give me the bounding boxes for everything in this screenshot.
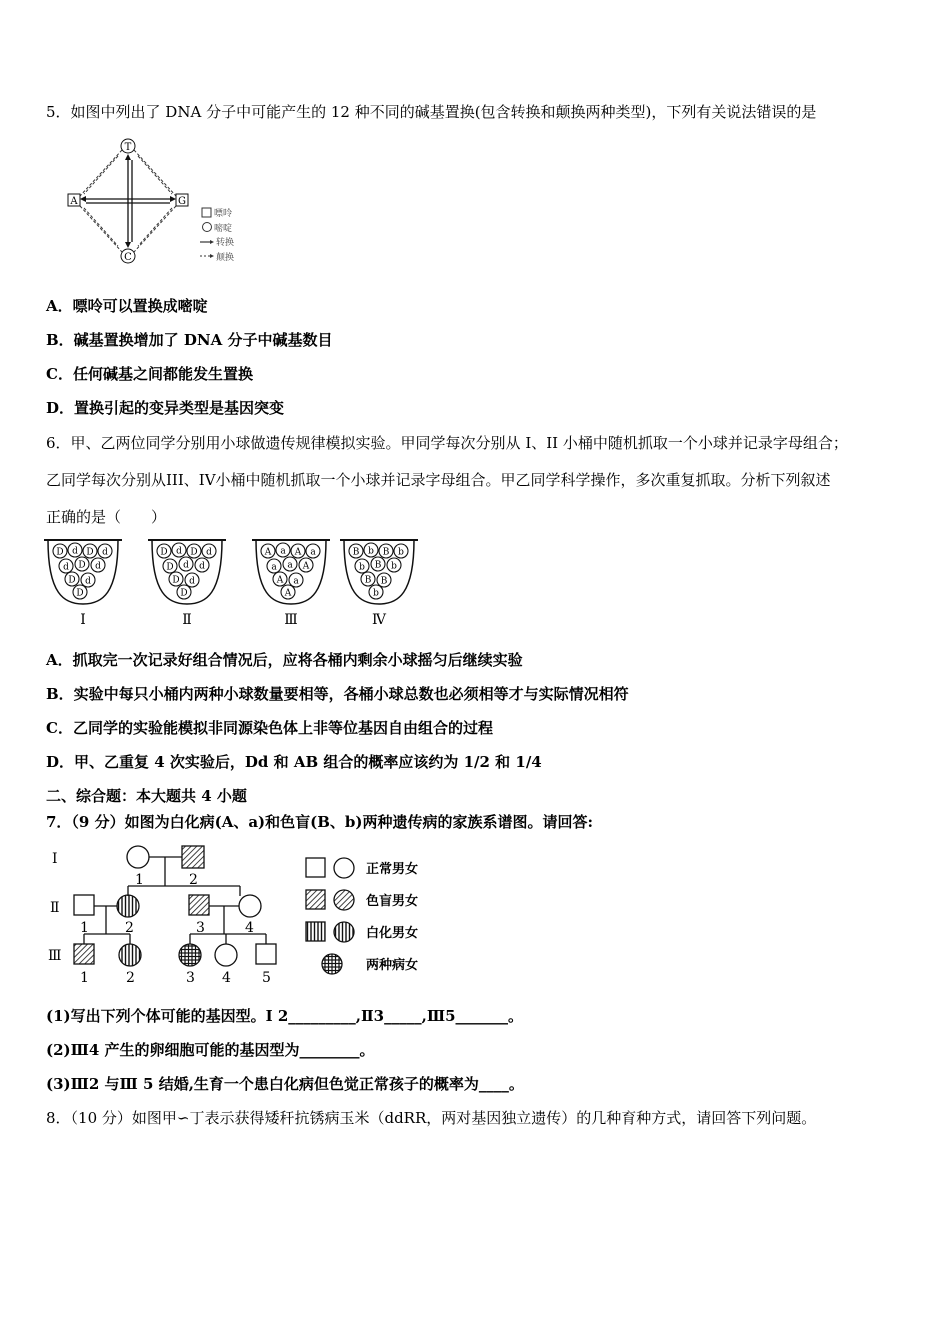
legend-colorblind: 色盲男女	[366, 894, 419, 909]
q7-stem: 7．（9 分）如图为白化病(A、a)和色盲(B、b)两种遗传病的家族系谱图。请回答:	[46, 813, 594, 831]
gen1-number-1: 1	[135, 872, 144, 888]
q6-stem-line-2: 乙同学每次分别从III、IV小桶中随机抓取一个小球并记录字母组合。甲乙同学科学操作，多次重复抓取。分析下列叙述	[46, 471, 831, 489]
base-substitution-diagram	[62, 136, 252, 268]
legend-pyrimidine-icon	[203, 223, 212, 232]
ball-label: D	[180, 588, 188, 599]
bucket-label: Ⅲ	[284, 612, 298, 628]
ball-label: a	[271, 562, 277, 573]
legend-albinism: 白化男女	[366, 926, 419, 941]
q6-option-b: B．实验中每只小桶内两种小球数量要相等，各桶小球总数也必须相等才与实际情况相符	[46, 685, 629, 703]
ball-label: D	[76, 588, 84, 599]
bucket-label: Ⅱ	[182, 612, 192, 628]
ball-label: D	[160, 547, 168, 558]
ball-label: B	[352, 547, 360, 558]
legend-both: 两种病女	[366, 958, 419, 973]
q7-question-2: (2)Ⅲ4 产生的卵细胞可能的基因型为________。	[46, 1041, 375, 1059]
legend-albinism-male-icon	[306, 922, 325, 941]
q6-option-c: C．乙同学的实验能模拟非同源染色体上非等位基因自由组合的过程	[46, 719, 493, 737]
gen3-number-2: 2	[126, 970, 135, 986]
gen3-female-4	[215, 944, 237, 966]
base-c-label: C	[124, 252, 132, 263]
bucket-label: Ⅳ	[372, 612, 386, 628]
q6-option-a: A．抓取完一次记录好组合情况后，应将各桶内剩余小球摇匀后继续实验	[46, 651, 523, 669]
ball-label: a	[287, 560, 293, 571]
ball-label: d	[206, 547, 212, 558]
bucket-3	[252, 540, 330, 628]
generation-3-label: Ⅲ	[48, 948, 62, 964]
q5-option-b: B．碱基置换增加了 DNA 分子中碱基数目	[46, 331, 333, 349]
gen2-number-3: 3	[196, 920, 205, 936]
base-a-label: A	[70, 196, 78, 207]
legend-purine-icon	[202, 208, 211, 217]
base-g-label: G	[178, 196, 186, 207]
ball-label: b	[373, 588, 379, 599]
gen3-female-2	[119, 944, 141, 966]
legend-purine: 嘌呤	[214, 209, 233, 219]
q5-option-d: D．置换引起的变异类型是基因突变	[46, 399, 285, 417]
gen1-female-1	[127, 846, 149, 868]
ball-label: d	[199, 561, 205, 572]
gen3-female-3	[179, 944, 201, 966]
generation-2-label: Ⅱ	[50, 900, 60, 916]
ball-label: d	[85, 576, 91, 587]
gen3-number-3: 3	[186, 970, 195, 986]
legend-both-female-icon	[322, 954, 342, 974]
gen2-number-1: 1	[80, 920, 89, 936]
ball-label: d	[63, 562, 69, 573]
ball-label: d	[72, 546, 78, 557]
gen2-female-4	[239, 895, 261, 917]
ball-label: B	[364, 575, 372, 586]
q7-question-1: (1)写出下列个体可能的基因型。Ⅰ 2_________,Ⅱ3_____,Ⅲ5_______。	[46, 1007, 524, 1025]
buckets-figure	[44, 536, 424, 628]
gen3-number-5: 5	[262, 970, 271, 986]
legend-pyrimidine: 嘧啶	[214, 224, 233, 234]
gen1-male-2	[182, 846, 204, 868]
section-heading: 二、综合题：本大题共 4 小题	[46, 787, 247, 805]
ball-label: b	[359, 562, 365, 573]
legend-albinism-female-icon	[334, 922, 354, 942]
ball-label: a	[293, 576, 299, 587]
ball-label: A	[284, 588, 292, 599]
ball-label: D	[172, 575, 180, 586]
bucket-2	[148, 540, 226, 628]
generation-1-label: Ⅰ	[52, 851, 58, 867]
ball-label: D	[166, 562, 174, 573]
ball-label: B	[380, 576, 388, 587]
pedigree-chart	[44, 840, 444, 990]
q6-stem-line-3: 正确的是（ ）	[46, 508, 167, 526]
ball-label: D	[86, 547, 94, 558]
ball-label: A	[302, 561, 310, 572]
ball-label: b	[391, 561, 397, 572]
base-t-label: T	[124, 142, 132, 153]
gen1-number-2: 2	[189, 872, 198, 888]
ball-label: D	[190, 547, 198, 558]
q5-option-c: C．任何碱基之间都能发生置换	[46, 365, 253, 383]
q6-option-d: D．甲、乙重复 4 次实验后，Dd 和 AB 组合的概率应该约为 1/2 和 1/4	[46, 753, 542, 771]
gen2-male-3	[189, 895, 209, 915]
q5-stem: 5．如图中列出了 DNA 分子中可能产生的 12 种不同的碱基置换(包含转换和颠换两种类型)，下列有关说法错误的是	[46, 103, 817, 121]
gen2-number-2: 2	[125, 920, 134, 936]
legend-transversion: 颠换	[216, 253, 235, 263]
ball-label: A	[294, 547, 302, 558]
ball-label: b	[398, 547, 404, 558]
ball-label: A	[264, 547, 272, 558]
bucket-label: Ⅰ	[80, 612, 86, 628]
legend-normal-female-icon	[334, 858, 354, 878]
ball-label: d	[102, 547, 108, 558]
ball-label: D	[78, 560, 86, 571]
q6-stem-line-1: 6．甲、乙两位同学分别用小球做遗传规律模拟实验。甲同学每次分别从 I、II 小桶中随机抓取一个小球并记录字母组合；	[46, 434, 848, 452]
ball-label: B	[382, 547, 390, 558]
gen2-female-2	[117, 895, 139, 917]
legend-transition: 转换	[216, 238, 235, 248]
q5-option-a: A．嘌呤可以置换成嘧啶	[46, 297, 208, 315]
legend-normal: 正常男女	[366, 862, 419, 877]
gen3-male-5	[256, 944, 276, 964]
ball-label: a	[310, 547, 316, 558]
bucket-1	[44, 540, 122, 628]
q7-question-3: (3)Ⅲ2 与Ⅲ 5 结婚,生育一个患白化病但色觉正常孩子的概率为____。	[46, 1075, 524, 1093]
bucket-4	[340, 540, 418, 628]
legend-normal-male-icon	[306, 858, 325, 877]
ball-label: b	[368, 546, 374, 557]
ball-label: d	[95, 561, 101, 572]
ball-label: d	[176, 546, 182, 557]
gen3-male-1	[74, 944, 94, 964]
ball-label: d	[189, 576, 195, 587]
q8-stem: 8．（10 分）如图甲∽丁表示获得矮秆抗锈病玉米（ddRR，两对基因独立遗传）的几种育种方式，请回答下列问题。	[46, 1109, 817, 1127]
ball-label: a	[280, 546, 286, 557]
ball-label: D	[56, 547, 64, 558]
legend-colorblind-female-icon	[334, 890, 354, 910]
ball-label: A	[276, 575, 284, 586]
ball-label: D	[68, 575, 76, 586]
gen2-number-4: 4	[245, 920, 254, 936]
gen2-male-1	[74, 895, 94, 915]
legend-colorblind-male-icon	[306, 890, 325, 909]
ball-label: d	[183, 560, 189, 571]
gen3-number-4: 4	[222, 970, 231, 986]
gen3-number-1: 1	[80, 970, 89, 986]
ball-label: B	[374, 560, 382, 571]
